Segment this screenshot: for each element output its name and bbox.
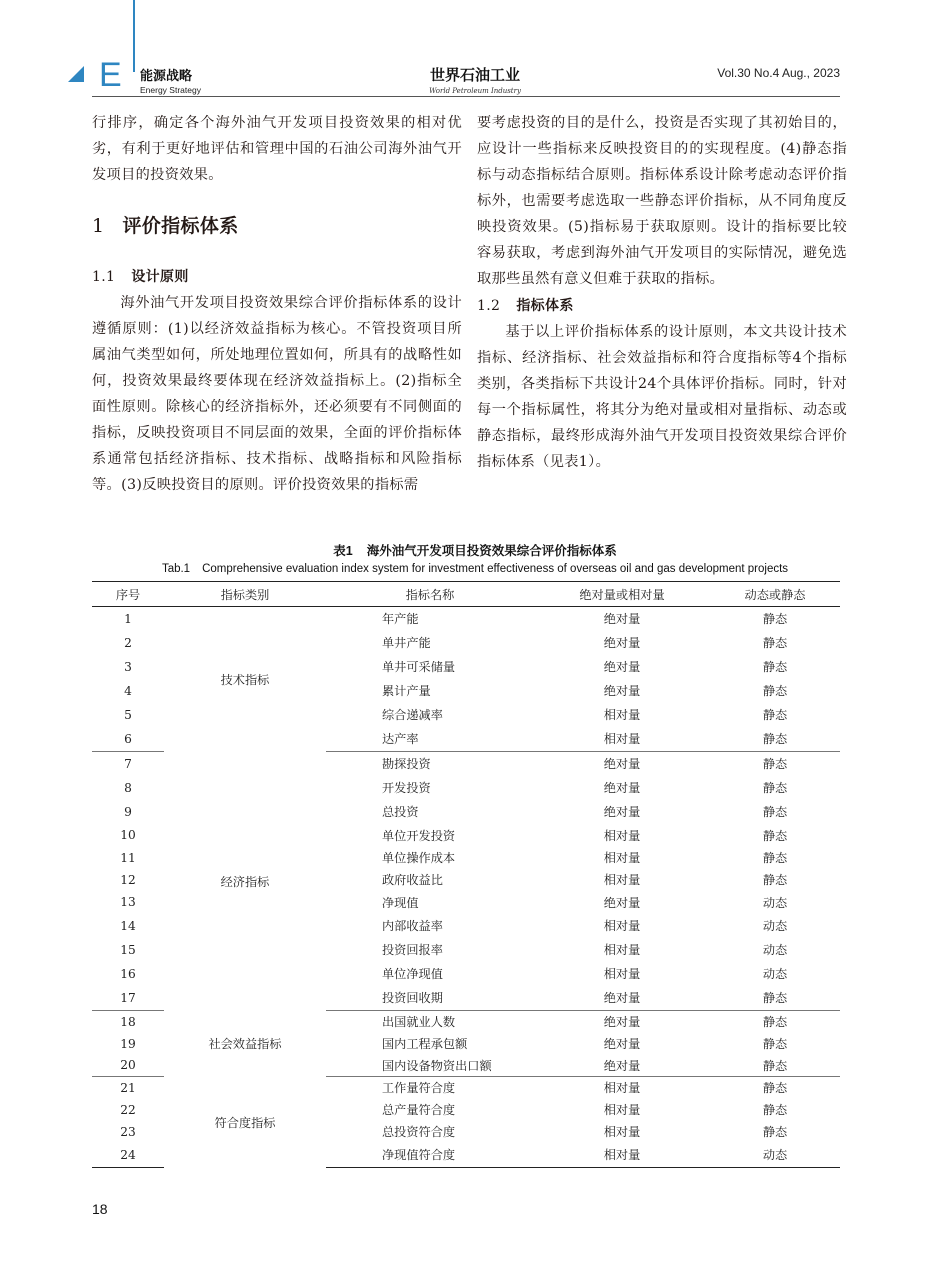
header-dynamic-static: 动态或静态	[710, 582, 840, 607]
cell-indicator-name: 国内设备物资出口额	[326, 1055, 534, 1077]
cell-category: 经济指标	[220, 874, 270, 889]
table-number-cn: 表1	[333, 544, 353, 558]
cell-absolute-relative: 相对量	[534, 1143, 710, 1168]
cell-serial: 15	[120, 942, 136, 957]
cell-serial: 12	[120, 872, 136, 887]
section-name-cn: 能源战略	[140, 68, 193, 83]
section-name-en: Energy Strategy	[140, 85, 201, 95]
cell-absolute-relative: 绝对量	[603, 636, 641, 650]
cell-absolute-relative: 绝对量	[603, 895, 641, 910]
cell-dynamic-static: 静态	[762, 1125, 788, 1139]
table-title-cn: 海外油气开发项目投资效果综合评价指标体系	[366, 544, 617, 558]
cell-dynamic-static: 静态	[762, 684, 788, 698]
cell-indicator-name: 单井产能	[382, 636, 431, 650]
cell-dynamic-static: 静态	[762, 1081, 788, 1096]
cell-dynamic-static: 静态	[762, 612, 788, 627]
cell-indicator-name: 综合递减率	[382, 708, 443, 722]
cell-indicator-name: 内部收益率	[382, 919, 443, 933]
cell-absolute-relative: 相对量	[603, 1081, 641, 1096]
cell-indicator-name: 单位操作成本	[382, 851, 456, 865]
cell-absolute-relative: 相对量	[603, 873, 641, 887]
cell-absolute-relative: 绝对量	[603, 757, 641, 772]
cell-category: 社会效益指标	[208, 1037, 282, 1051]
subsection-heading	[92, 263, 462, 290]
cell-serial: 8	[124, 780, 132, 795]
cell-category: 符合度指标	[214, 1115, 276, 1130]
cell-serial: 3	[124, 659, 132, 674]
cell-indicator-name: 国内工程承包额	[382, 1037, 468, 1051]
cell-indicator-name: 年产能	[382, 612, 419, 627]
cell-indicator-name: 达产率	[326, 727, 534, 752]
cell-serial: 11	[120, 850, 136, 865]
cell-serial: 4	[124, 683, 132, 698]
cell-serial: 13	[120, 895, 136, 909]
cell-serial: 5	[124, 707, 132, 722]
index-system-table	[92, 581, 840, 1168]
cell-absolute-relative: 相对量	[603, 967, 641, 981]
cell-dynamic-static: 静态	[762, 1015, 788, 1030]
cell-serial: 20	[92, 1055, 164, 1077]
cell-dynamic-static: 动态	[762, 919, 788, 933]
cell-serial: 10	[120, 828, 136, 842]
header-rule	[92, 96, 840, 97]
table-row	[92, 607, 840, 631]
table-body	[92, 607, 840, 1168]
cell-indicator-name: 净现值	[382, 895, 419, 910]
cell-absolute-relative: 绝对量	[603, 781, 641, 795]
journal-title-en: World Petroleum Industry	[429, 87, 521, 95]
table-number-en: Tab.1	[161, 563, 191, 575]
cell-serial: 7	[124, 756, 132, 771]
cell-indicator-name: 工作量符合度	[382, 1081, 456, 1096]
cell-indicator-name: 单井可采储量	[382, 660, 456, 674]
cell-indicator-name: 开发投资	[382, 781, 431, 795]
table-row	[92, 1011, 840, 1033]
cell-serial: 2	[124, 635, 132, 650]
cell-dynamic-static: 动态	[762, 943, 788, 957]
section-heading	[92, 209, 462, 244]
cell-absolute-relative: 绝对量	[534, 1055, 710, 1077]
cell-serial: 9	[124, 804, 132, 819]
cell-absolute-relative: 绝对量	[603, 684, 641, 698]
cell-dynamic-static: 静态	[710, 727, 840, 752]
cell-indicator-name: 投资回报率	[382, 943, 443, 957]
cell-indicator-name: 出国就业人数	[382, 1015, 456, 1030]
header-accent-line	[133, 0, 135, 72]
cell-indicator-name: 总产量符合度	[382, 1103, 456, 1117]
cell-dynamic-static: 静态	[762, 636, 788, 650]
cell-absolute-relative: 相对量	[603, 828, 641, 843]
cell-absolute-relative: 绝对量	[603, 612, 641, 627]
section-number: 1	[92, 215, 105, 237]
cell-dynamic-static: 静态	[762, 757, 788, 772]
page-number: 18	[92, 1201, 108, 1217]
cell-absolute-relative: 相对量	[603, 1125, 641, 1139]
cell-serial: 16	[120, 966, 136, 981]
header-category: 指标类别	[164, 582, 326, 607]
cell-serial: 22	[120, 1102, 136, 1117]
cell-serial: 19	[120, 1036, 136, 1051]
cell-dynamic-static: 动态	[762, 967, 788, 981]
cell-serial: 18	[120, 1014, 136, 1029]
cell-absolute-relative: 相对量	[603, 708, 641, 722]
cell-dynamic-static: 静态	[762, 851, 788, 865]
cell-dynamic-static: 静态	[762, 660, 788, 674]
cell-dynamic-static: 静态	[762, 828, 788, 843]
cell-dynamic-static: 静态	[762, 708, 788, 722]
cell-absolute-relative: 相对量	[603, 851, 641, 865]
cell-absolute-relative: 相对量	[534, 727, 710, 752]
cell-absolute-relative: 绝对量	[603, 1015, 641, 1030]
cell-dynamic-static: 静态	[710, 1055, 840, 1077]
table-row	[92, 752, 840, 776]
cell-dynamic-static: 静态	[762, 1037, 788, 1051]
cell-dynamic-static: 静态	[762, 873, 788, 887]
table-header-row	[92, 582, 840, 607]
paragraph-index-system: 基于以上评价指标体系的设计原则，本文共设计技术指标、经济指标、社会效益指标和符合度指标等4个指标类别，各类指标下共设计24个具体评价指标。同时，针对每一个指标属性，将其分为绝对量或相对量指标、动态或静态指标，最终形成海外油气开发项目投资效果综合评价指标体系（见表1）。	[477, 324, 847, 470]
cell-serial: 23	[120, 1124, 136, 1139]
subsection-title: 指标体系	[516, 297, 574, 313]
header-absolute-relative: 绝对量或相对量	[534, 582, 710, 607]
cell-indicator-name: 净现值符合度	[326, 1143, 534, 1168]
paragraph-design-principles: 海外油气开发项目投资效果综合评价指标体系的设计遵循原则：(1)以经济效益指标为核心。不管投资项目所属油气类型如何，所处地理位置如何，所具有的战略性如何，投资效果最终要体现在经济效益指标上。(2)指标全面性原则。除核心的经济指标外，还必须要有不同侧面的指标，反映投资项目不同层面的效果，全面的评价指标体系通常包括经济指标、技术指标、战略指标和风险指标等。(3)反映投资目的原则。评价投资效果的指标需	[92, 295, 462, 493]
table-row	[92, 1077, 840, 1099]
cell-dynamic-static: 静态	[762, 805, 788, 819]
cell-serial: 21	[120, 1080, 136, 1095]
section-letter: E	[99, 56, 122, 94]
right-column	[477, 110, 847, 475]
cell-serial: 17	[92, 986, 164, 1011]
cell-indicator-name: 投资回收期	[326, 986, 534, 1011]
subsection-number: 1.1	[92, 269, 116, 285]
cell-dynamic-static: 静态	[762, 1103, 788, 1117]
table-caption-cn	[0, 541, 950, 559]
subsection-number: 1.2	[477, 298, 501, 314]
header-indicator-name: 指标名称	[326, 582, 534, 607]
cell-category: 技术指标	[220, 672, 270, 687]
journal-volume: Vol.30 No.4 Aug., 2023	[717, 66, 840, 80]
cell-absolute-relative: 相对量	[603, 919, 641, 933]
cell-serial: 24	[92, 1143, 164, 1168]
cell-absolute-relative: 绝对量	[603, 1037, 641, 1051]
cell-indicator-name: 总投资	[382, 805, 419, 819]
cell-indicator-name: 单位开发投资	[382, 828, 456, 843]
table-caption-en	[0, 563, 950, 575]
cell-indicator-name: 累计产量	[382, 684, 431, 698]
cell-serial: 14	[120, 918, 136, 933]
subsection-title: 设计原则	[131, 268, 189, 284]
journal-title-cn: 世界石油工业	[429, 66, 520, 84]
section-title: 评价指标体系	[122, 216, 239, 237]
cell-dynamic-static: 静态	[710, 986, 840, 1011]
cell-indicator-name: 单位净现值	[382, 967, 443, 981]
paragraph-intro-end: 行排序，确定各个海外油气开发项目投资效果的相对优劣，有利于更好地评估和管理中国的石油公司海外油气开发项目的投资效果。	[92, 115, 462, 183]
cell-dynamic-static: 动态	[762, 895, 788, 910]
table-title-en: Comprehensive evaluation index system for investment effectiveness of overseas oil and gas development projects	[202, 563, 789, 575]
cell-absolute-relative: 绝对量	[534, 986, 710, 1011]
cell-indicator-name: 政府收益比	[382, 873, 443, 887]
cell-absolute-relative: 相对量	[603, 943, 641, 957]
cell-serial: 1	[124, 611, 132, 626]
cell-dynamic-static: 动态	[710, 1143, 840, 1168]
cell-absolute-relative: 相对量	[603, 1103, 641, 1117]
left-column	[92, 110, 462, 498]
header-serial: 序号	[92, 582, 164, 607]
cell-serial: 6	[92, 727, 164, 752]
cell-indicator-name: 勘探投资	[382, 757, 431, 772]
subsection-heading	[477, 292, 847, 319]
cell-absolute-relative: 绝对量	[603, 805, 641, 819]
paragraph-principles-continued: 要考虑投资的目的是什么，投资是否实现了其初始目的，应设计一些指标来反映投资目的的实现程度。(4)静态指标与动态指标结合原则。指标体系设计除考虑动态评价指标外，也需要考虑选取一些静态评价指标，从不同角度反映投资效果。(5)指标易于获取原则。设计的指标要比较容易获取，考虑到海外油气开发项目的实际情况，避免选取那些虽然有意义但难于获取的指标。	[477, 115, 847, 287]
cell-indicator-name: 总投资符合度	[382, 1125, 456, 1139]
cell-dynamic-static: 静态	[762, 781, 788, 795]
cell-absolute-relative: 绝对量	[603, 660, 641, 674]
